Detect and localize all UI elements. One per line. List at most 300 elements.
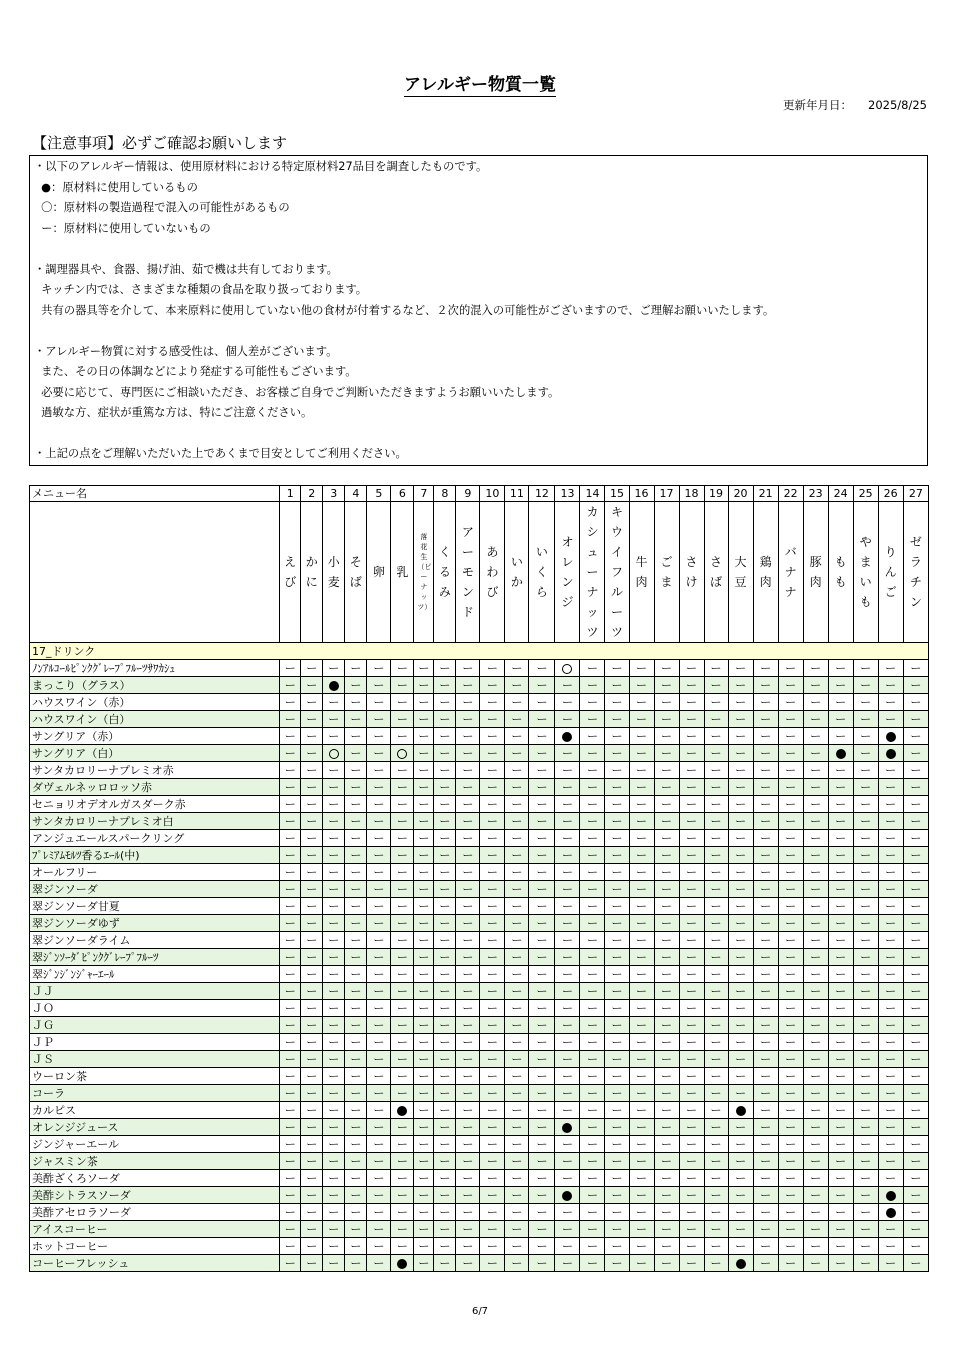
- allergen-value: ー: [301, 1153, 323, 1170]
- allergen-value: ー: [480, 915, 505, 932]
- allergen-value: ー: [704, 1034, 728, 1051]
- allergen-value: ー: [803, 966, 828, 983]
- allergen-value: ー: [853, 915, 878, 932]
- allergen-value: ー: [903, 1170, 928, 1187]
- allergen-value: ー: [629, 1238, 654, 1255]
- allergen-value: ー: [753, 1068, 778, 1085]
- allergen-value: ー: [753, 1187, 778, 1204]
- allergen-value: ー: [679, 881, 704, 898]
- allergen-value: ー: [605, 694, 629, 711]
- allergen-value: ー: [629, 847, 654, 864]
- allergen-name: いくら: [535, 545, 548, 599]
- allergen-value: ー: [654, 728, 679, 745]
- allergen-value: ー: [480, 949, 505, 966]
- allergen-value: ー: [878, 949, 903, 966]
- allergen-value: ー: [853, 711, 878, 728]
- allergen-value: ー: [301, 1255, 323, 1272]
- allergen-value: ー: [456, 1119, 480, 1136]
- allergen-value: ー: [605, 1170, 629, 1187]
- allergen-value: ー: [878, 813, 903, 830]
- allergen-value: ー: [654, 660, 679, 677]
- allergen-value: ー: [605, 847, 629, 864]
- allergen-value: ー: [367, 813, 391, 830]
- allergen-value: ー: [654, 677, 679, 694]
- allergen-value: ー: [323, 796, 345, 813]
- allergen-value: ー: [778, 1204, 803, 1221]
- allergen-value: ー: [280, 728, 301, 745]
- allergen-value: ー: [456, 898, 480, 915]
- allergen-value: ー: [629, 796, 654, 813]
- allergen-value: ー: [728, 728, 753, 745]
- allergen-value: ー: [480, 864, 505, 881]
- allergen-value: ー: [529, 1102, 555, 1119]
- allergen-value: ー: [878, 1255, 903, 1272]
- allergen-value: ー: [480, 1017, 505, 1034]
- table-row: [30, 949, 929, 966]
- allergen-value: ー: [828, 830, 853, 847]
- allergen-value: ー: [903, 1034, 928, 1051]
- allergen-value: ー: [853, 830, 878, 847]
- allergen-value: ー: [529, 779, 555, 796]
- allergen-name: 大豆: [734, 555, 747, 589]
- allergen-value: ー: [456, 915, 480, 932]
- allergen-value: ー: [414, 898, 434, 915]
- allergen-value: ー: [629, 966, 654, 983]
- allergen-value: ー: [280, 1085, 301, 1102]
- allergen-value: ー: [878, 847, 903, 864]
- allergen-value: ー: [580, 745, 605, 762]
- allergen-value: ー: [605, 762, 629, 779]
- allergen-value: ー: [529, 1238, 555, 1255]
- allergen-value: ー: [878, 711, 903, 728]
- allergen-value: ー: [280, 932, 301, 949]
- allergen-value: ー: [414, 1051, 434, 1068]
- allergen-value: ー: [728, 762, 753, 779]
- allergen-value: ー: [414, 1119, 434, 1136]
- allergen-value: ー: [878, 1102, 903, 1119]
- allergen-name: キウイフルーツ: [610, 505, 623, 639]
- allergen-value: ー: [345, 728, 367, 745]
- allergen-name: さけ: [685, 555, 698, 589]
- allergen-value: ー: [480, 1153, 505, 1170]
- allergen-value: ー: [391, 898, 414, 915]
- allergen-value: ー: [629, 762, 654, 779]
- allergen-number: 16: [629, 486, 654, 502]
- allergen-value: ー: [903, 847, 928, 864]
- notice-line: [34, 239, 923, 260]
- allergen-value: ー: [828, 1255, 853, 1272]
- allergen-value: ー: [803, 694, 828, 711]
- allergen-number: 20: [728, 486, 753, 502]
- allergen-name: くるみ: [438, 545, 451, 599]
- allergen-value: ー: [753, 1136, 778, 1153]
- allergen-value: ー: [878, 1153, 903, 1170]
- allergen-value: ー: [704, 1119, 728, 1136]
- allergen-value: ー: [301, 1187, 323, 1204]
- allergen-value: ー: [704, 830, 728, 847]
- allergen-value: ー: [828, 949, 853, 966]
- allergen-number: 13: [555, 486, 580, 502]
- allergen-value: ー: [456, 728, 480, 745]
- allergen-value: ー: [367, 1204, 391, 1221]
- allergen-value: ー: [654, 966, 679, 983]
- allergen-value: ー: [828, 1085, 853, 1102]
- allergen-value: ー: [480, 1085, 505, 1102]
- menu-name: 翠ジンソーダ甘夏: [30, 898, 280, 915]
- allergen-value: ー: [878, 1051, 903, 1068]
- allergen-value: ー: [580, 915, 605, 932]
- allergen-value: ー: [323, 983, 345, 1000]
- allergen-value: ー: [853, 1051, 878, 1068]
- allergen-number: 6: [391, 486, 414, 502]
- allergen-value: ー: [323, 898, 345, 915]
- allergen-value: ー: [391, 1238, 414, 1255]
- allergen-value: ー: [828, 1034, 853, 1051]
- allergen-value: ー: [654, 915, 679, 932]
- allergen-number: 14: [580, 486, 605, 502]
- allergen-number: 21: [753, 486, 778, 502]
- allergen-value: ー: [391, 830, 414, 847]
- allergen-value: ー: [878, 983, 903, 1000]
- allergen-value: ー: [903, 1051, 928, 1068]
- allergen-value: ー: [391, 796, 414, 813]
- allergen-value: ー: [753, 966, 778, 983]
- allergen-value: ー: [853, 1204, 878, 1221]
- allergen-value: ー: [529, 949, 555, 966]
- allergen-value: ー: [828, 1170, 853, 1187]
- allergen-value: ー: [345, 1136, 367, 1153]
- allergen-value: ー: [803, 949, 828, 966]
- allergen-value: ー: [480, 1102, 505, 1119]
- allergen-value: ー: [753, 1204, 778, 1221]
- allergen-value: ー: [280, 881, 301, 898]
- allergen-value: ー: [704, 1238, 728, 1255]
- allergen-value: ー: [778, 1051, 803, 1068]
- table-row: [30, 915, 929, 932]
- allergen-value: ー: [654, 1068, 679, 1085]
- allergen-value: ー: [367, 1136, 391, 1153]
- allergen-value: ー: [529, 1068, 555, 1085]
- allergen-value: ー: [280, 1204, 301, 1221]
- allergen-value: ー: [345, 1017, 367, 1034]
- allergen-value: ー: [367, 1051, 391, 1068]
- allergen-value: ー: [853, 677, 878, 694]
- allergen-name-cell: [580, 502, 605, 643]
- allergen-value: ー: [505, 1000, 529, 1017]
- notice-line: [34, 424, 923, 445]
- allergen-value: ー: [903, 966, 928, 983]
- allergen-value: ー: [480, 677, 505, 694]
- allergen-value: ー: [679, 779, 704, 796]
- allergen-value: ー: [301, 881, 323, 898]
- allergen-value: ー: [878, 1034, 903, 1051]
- allergen-value: ー: [654, 1136, 679, 1153]
- allergen-value: ー: [853, 1000, 878, 1017]
- allergen-value: ー: [803, 1068, 828, 1085]
- allergen-value: ー: [280, 1000, 301, 1017]
- allergen-value: ー: [323, 762, 345, 779]
- allergen-value: ー: [580, 966, 605, 983]
- allergen-value: ー: [555, 864, 580, 881]
- allergen-value: ー: [728, 864, 753, 881]
- allergen-value: ー: [505, 660, 529, 677]
- allergen-value: ー: [878, 864, 903, 881]
- allergen-value: ー: [778, 1068, 803, 1085]
- allergen-value: ー: [529, 728, 555, 745]
- allergen-value: ー: [778, 881, 803, 898]
- allergen-value: ー: [679, 1119, 704, 1136]
- allergen-value: ー: [654, 779, 679, 796]
- allergen-value: ー: [704, 1136, 728, 1153]
- allergen-value: ー: [345, 864, 367, 881]
- allergen-value: ー: [753, 1119, 778, 1136]
- allergen-value: ー: [878, 694, 903, 711]
- allergen-number: 18: [679, 486, 704, 502]
- allergen-value: ー: [345, 1000, 367, 1017]
- allergen-value: ー: [580, 881, 605, 898]
- allergen-value: ー: [878, 779, 903, 796]
- allergen-value: ー: [555, 813, 580, 830]
- allergen-value: ー: [753, 881, 778, 898]
- allergen-value: ー: [704, 1000, 728, 1017]
- allergen-value: ー: [853, 949, 878, 966]
- allergen-value: ー: [605, 1187, 629, 1204]
- update-date-value: 2025/8/25: [868, 98, 927, 112]
- allergen-value: ー: [605, 745, 629, 762]
- table-row: [30, 932, 929, 949]
- allergen-value: ー: [529, 1034, 555, 1051]
- allergen-value: ー: [654, 1034, 679, 1051]
- allergen-value: ー: [903, 830, 928, 847]
- allergen-value: ー: [778, 1238, 803, 1255]
- allergen-value: ー: [853, 864, 878, 881]
- allergen-value: ー: [505, 1204, 529, 1221]
- allergen-value: ー: [434, 1153, 456, 1170]
- allergen-value: ー: [803, 1136, 828, 1153]
- allergen-value: ー: [505, 728, 529, 745]
- allergen-value: ー: [414, 728, 434, 745]
- allergen-value: ー: [434, 1187, 456, 1204]
- allergen-value: ー: [903, 796, 928, 813]
- allergen-value: ー: [753, 813, 778, 830]
- allergen-value: ー: [505, 830, 529, 847]
- notice-line: ・上記の点をご理解いただいた上であくまで目安としてご利用ください。: [34, 447, 407, 460]
- allergen-value: ー: [391, 694, 414, 711]
- allergen-value: ー: [414, 1034, 434, 1051]
- allergen-name-cell: [853, 502, 878, 643]
- allergen-value: ー: [301, 1204, 323, 1221]
- allergen-value: ー: [828, 1000, 853, 1017]
- allergen-value: [828, 745, 853, 762]
- allergen-value: ー: [391, 1119, 414, 1136]
- allergen-value: ー: [903, 813, 928, 830]
- allergen-value: ー: [280, 1238, 301, 1255]
- allergen-value: ー: [391, 1000, 414, 1017]
- allergen-name: カシューナッツ: [586, 505, 599, 639]
- allergen-value: ー: [301, 830, 323, 847]
- table-row: [30, 762, 929, 779]
- allergen-value: ー: [434, 796, 456, 813]
- allergen-value: ー: [391, 847, 414, 864]
- allergen-value: ー: [280, 1170, 301, 1187]
- allergen-value: ー: [654, 1221, 679, 1238]
- allergen-value: ー: [853, 694, 878, 711]
- allergen-value: ー: [505, 813, 529, 830]
- allergen-value: ー: [434, 1136, 456, 1153]
- allergen-value: ー: [480, 745, 505, 762]
- allergen-value: ー: [853, 1102, 878, 1119]
- allergen-name-cell: [629, 502, 654, 643]
- menu-name: 美酢シトラスソーダ: [30, 1187, 280, 1204]
- allergen-value: ー: [778, 1102, 803, 1119]
- allergen-value: ー: [629, 694, 654, 711]
- allergen-number: 11: [505, 486, 529, 502]
- allergen-value: ー: [903, 1017, 928, 1034]
- allergen-value: ー: [555, 1153, 580, 1170]
- allergen-value: ー: [301, 1000, 323, 1017]
- page-number: 6/7: [471, 1306, 489, 1317]
- allergen-value: ー: [480, 660, 505, 677]
- allergen-value: ー: [323, 1051, 345, 1068]
- allergen-value: ー: [391, 1051, 414, 1068]
- allergen-value: ー: [580, 1051, 605, 1068]
- allergen-value: ー: [301, 1068, 323, 1085]
- allergen-value: ー: [728, 949, 753, 966]
- allergen-value: [391, 1255, 414, 1272]
- allergen-name: ゼラチン: [909, 535, 922, 609]
- allergen-value: ー: [301, 1238, 323, 1255]
- allergen-number: 7: [414, 486, 434, 502]
- allergen-value: ー: [555, 1102, 580, 1119]
- allergen-value: ー: [456, 813, 480, 830]
- allergen-value: ー: [323, 711, 345, 728]
- allergen-value: ー: [605, 1153, 629, 1170]
- allergen-value: ー: [391, 1085, 414, 1102]
- allergen-value: ー: [280, 847, 301, 864]
- allergen-value: ー: [778, 864, 803, 881]
- allergen-value: ー: [456, 966, 480, 983]
- possible-contamination-mark: [397, 749, 407, 759]
- allergen-value: ー: [414, 1136, 434, 1153]
- allergen-value: ー: [629, 813, 654, 830]
- allergen-value: ー: [629, 1119, 654, 1136]
- allergen-value: ー: [367, 1238, 391, 1255]
- allergen-value: ー: [555, 1017, 580, 1034]
- allergen-value: ー: [828, 966, 853, 983]
- allergen-value: ー: [580, 1221, 605, 1238]
- allergen-value: ー: [367, 1153, 391, 1170]
- allergen-value: ー: [778, 660, 803, 677]
- allergen-name-cell: [728, 502, 753, 643]
- allergen-value: ー: [505, 1102, 529, 1119]
- allergen-value: ー: [480, 1238, 505, 1255]
- allergen-value: ー: [414, 660, 434, 677]
- allergen-value: ー: [505, 1068, 529, 1085]
- allergen-value: ー: [505, 881, 529, 898]
- allergen-value: ー: [391, 983, 414, 1000]
- allergen-value: ー: [878, 1017, 903, 1034]
- allergen-value: ー: [629, 660, 654, 677]
- allergen-name-cell: [654, 502, 679, 643]
- allergen-value: ー: [529, 864, 555, 881]
- allergen-value: ー: [414, 1085, 434, 1102]
- allergen-value: ー: [903, 1136, 928, 1153]
- allergen-value: ー: [323, 1204, 345, 1221]
- allergen-value: ー: [367, 728, 391, 745]
- allergen-value: ー: [853, 1187, 878, 1204]
- allergen-value: ー: [903, 711, 928, 728]
- notice-line: ●：原材料に使用しているもの: [34, 180, 198, 194]
- allergen-value: ー: [301, 711, 323, 728]
- allergen-value: ー: [367, 966, 391, 983]
- allergen-value: ー: [434, 1051, 456, 1068]
- allergen-value: ー: [391, 949, 414, 966]
- allergen-value: ー: [778, 711, 803, 728]
- allergen-value: ー: [878, 1085, 903, 1102]
- allergen-value: ー: [580, 983, 605, 1000]
- table-row: [30, 1170, 929, 1187]
- allergen-value: ー: [580, 1119, 605, 1136]
- allergen-value: ー: [605, 1255, 629, 1272]
- allergen-value: ー: [367, 660, 391, 677]
- allergen-value: ー: [629, 1068, 654, 1085]
- allergen-name: いか: [510, 555, 523, 589]
- allergen-value: ー: [345, 1238, 367, 1255]
- allergen-value: ー: [803, 762, 828, 779]
- table-row: [30, 728, 929, 745]
- notice-line: 必要に応じて、専門医にご相談いただき、お客様ご自身でご判断いただきますようお願いいたします。: [34, 385, 560, 399]
- allergen-value: ー: [280, 898, 301, 915]
- allergen-value: ー: [903, 1153, 928, 1170]
- allergen-value: ー: [903, 898, 928, 915]
- allergen-value: ー: [555, 762, 580, 779]
- allergen-value: ー: [654, 1238, 679, 1255]
- allergen-value: ー: [580, 949, 605, 966]
- allergen-value: ー: [301, 915, 323, 932]
- allergen-value: ー: [654, 1102, 679, 1119]
- allergen-value: [391, 1102, 414, 1119]
- allergen-value: ー: [414, 847, 434, 864]
- allergen-value: ー: [345, 660, 367, 677]
- allergen-value: ー: [828, 728, 853, 745]
- allergen-value: ー: [803, 881, 828, 898]
- allergen-value: ー: [301, 932, 323, 949]
- allergen-value: ー: [605, 1136, 629, 1153]
- menu-name: サングリア（白）: [30, 745, 280, 762]
- allergen-value: ー: [778, 1221, 803, 1238]
- allergen-value: ー: [580, 1102, 605, 1119]
- allergen-value: ー: [580, 796, 605, 813]
- notice-line: 〇：原材料の製造過程で混入の可能性があるもの: [34, 201, 290, 214]
- notice-line: ・以下のアレルギー情報は、使用原材料における特定原材料27品目を調査したものです。: [34, 160, 488, 173]
- allergen-value: ー: [654, 1170, 679, 1187]
- menu-name: ﾉﾝｱﾙｺｰﾙﾋﾟﾝｸｸﾞﾚｰﾌﾟﾌﾙｰﾂｻﾜｶｼｭ: [30, 660, 280, 677]
- allergen-value: ー: [367, 881, 391, 898]
- allergen-value: ー: [505, 1187, 529, 1204]
- allergen-value: ー: [301, 966, 323, 983]
- allergen-value: ー: [345, 966, 367, 983]
- allergen-value: ー: [580, 728, 605, 745]
- allergen-number: 9: [456, 486, 480, 502]
- allergen-value: ー: [803, 1170, 828, 1187]
- allergen-value: ー: [434, 745, 456, 762]
- allergen-value: ー: [301, 1034, 323, 1051]
- allergen-value: ー: [753, 1238, 778, 1255]
- allergen-value: ー: [367, 1085, 391, 1102]
- allergen-value: ー: [605, 779, 629, 796]
- allergen-value: ー: [853, 1153, 878, 1170]
- menu-name: ＪＳ: [30, 1051, 280, 1068]
